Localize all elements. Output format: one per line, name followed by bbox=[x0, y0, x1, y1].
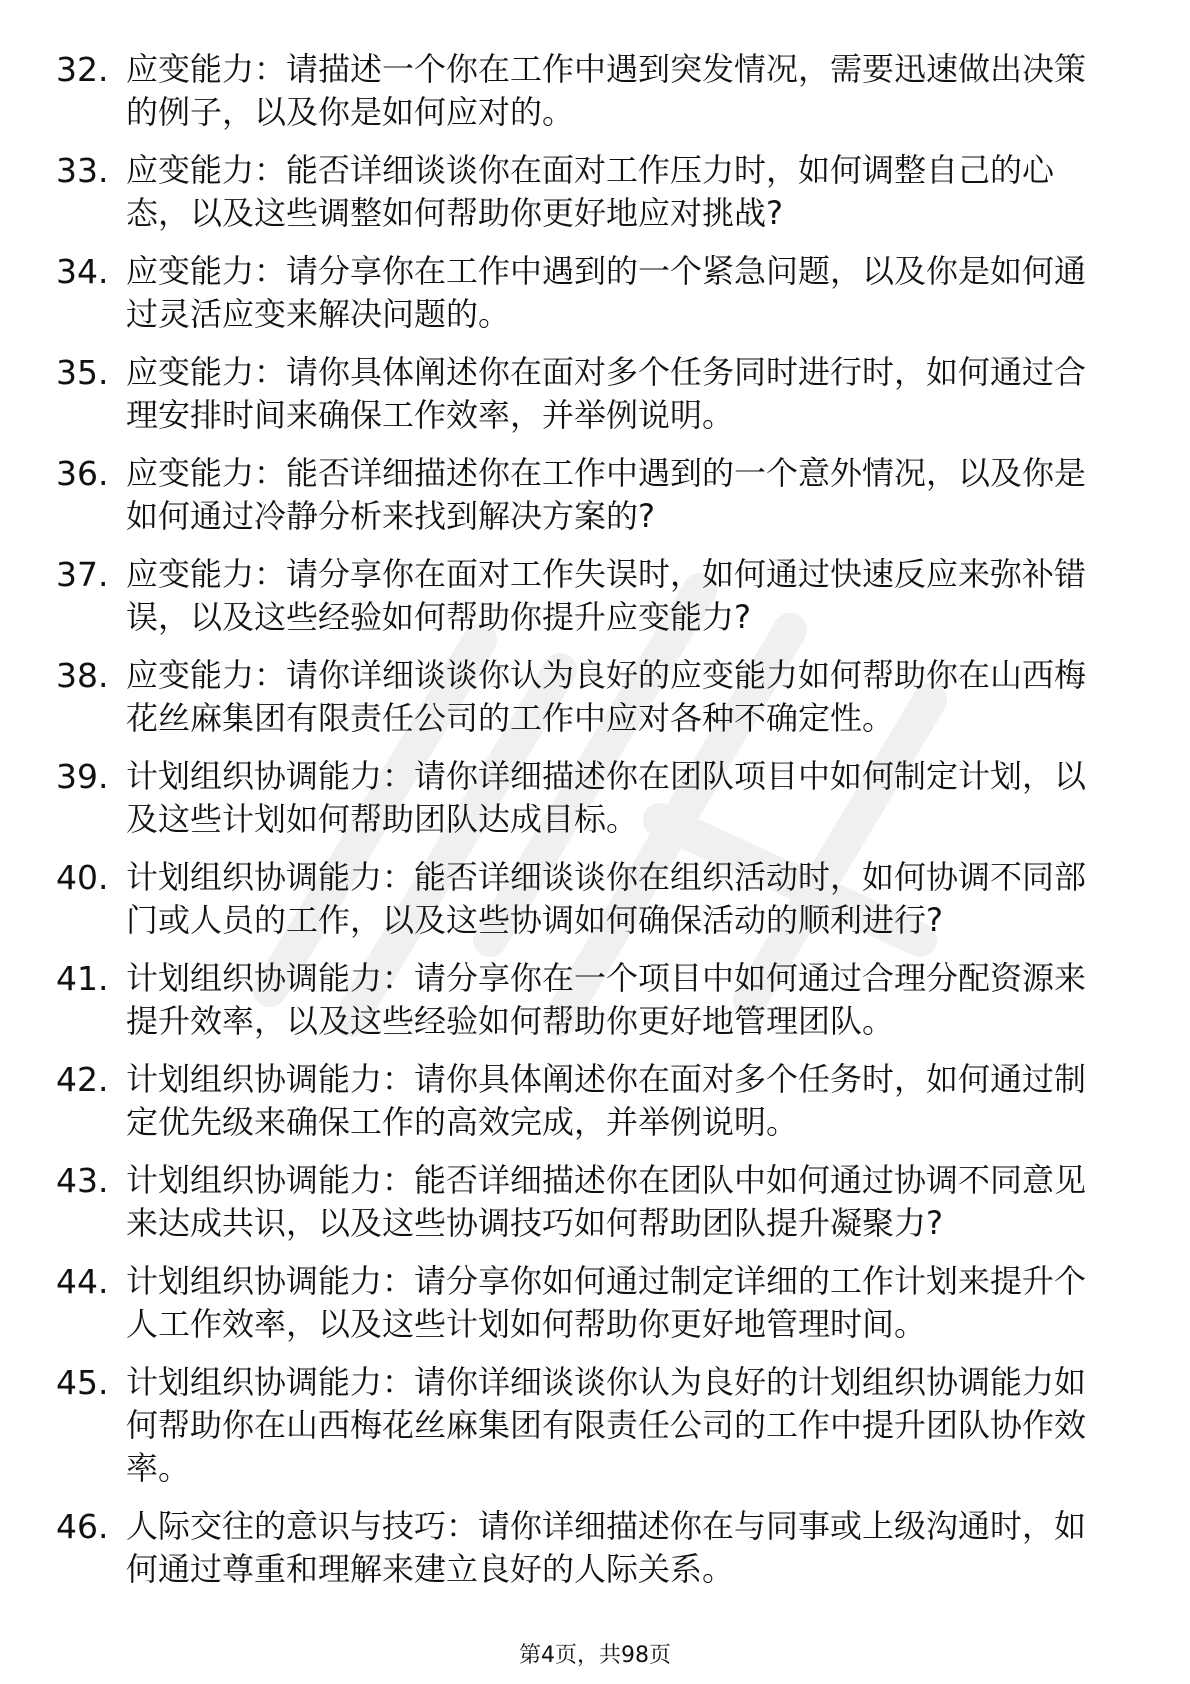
question-text: 应变能力：请分享你在工作中遇到的一个紧急问题，以及你是如何通过灵活应变来解决问题的。 bbox=[126, 252, 1087, 333]
question-number: 43. bbox=[56, 1161, 109, 1200]
list-item bbox=[56, 351, 1116, 437]
question-number: 36. bbox=[56, 454, 109, 493]
question-number: 41. bbox=[56, 959, 109, 998]
question-text: 应变能力：能否详细描述你在工作中遇到的一个意外情况，以及你是如何通过冷静分析来找到解决方案的? bbox=[126, 454, 1087, 535]
question-text: 计划组织协调能力：请你具体阐述你在面对多个任务时，如何通过制定优先级来确保工作的高效完成，并举例说明。 bbox=[126, 1060, 1087, 1141]
question-text: 应变能力：请你详细谈谈你认为良好的应变能力如何帮助你在山西梅花丝麻集团有限责任公司的工作中应对各种不确定性。 bbox=[126, 656, 1087, 737]
question-number: 42. bbox=[56, 1060, 109, 1099]
question-list bbox=[56, 48, 1116, 1606]
list-item bbox=[56, 1159, 1116, 1245]
question-text: 计划组织协调能力：能否详细谈谈你在组织活动时，如何协调不同部门或人员的工作，以及这些协调如何确保活动的顺利进行? bbox=[126, 858, 1087, 939]
question-text: 应变能力：请描述一个你在工作中遇到突发情况，需要迅速做出决策的例子，以及你是如何应对的。 bbox=[126, 50, 1087, 131]
list-item bbox=[56, 1058, 1116, 1144]
list-item bbox=[56, 149, 1116, 235]
question-number: 38. bbox=[56, 656, 109, 695]
question-text: 应变能力：请你具体阐述你在面对多个任务同时进行时，如何通过合理安排时间来确保工作效率，并举例说明。 bbox=[126, 353, 1087, 434]
question-text: 人际交往的意识与技巧：请你详细描述你在与同事或上级沟通时，如何通过尊重和理解来建立良好的人际关系。 bbox=[126, 1507, 1087, 1588]
list-item bbox=[56, 452, 1116, 538]
question-text: 计划组织协调能力：请你详细谈谈你认为良好的计划组织协调能力如何帮助你在山西梅花丝麻集团有限责任公司的工作中提升团队协作效率。 bbox=[126, 1363, 1087, 1487]
list-item bbox=[56, 957, 1116, 1043]
list-item bbox=[56, 553, 1116, 639]
question-text: 计划组织协调能力：请分享你在一个项目中如何通过合理分配资源来提升效率，以及这些经验如何帮助你更好地管理团队。 bbox=[126, 959, 1087, 1040]
question-number: 34. bbox=[56, 252, 109, 291]
question-number: 39. bbox=[56, 757, 109, 796]
question-text: 应变能力：能否详细谈谈你在面对工作压力时，如何调整自己的心态，以及这些调整如何帮助你更好地应对挑战? bbox=[126, 151, 1055, 232]
question-text: 计划组织协调能力：能否详细描述你在团队中如何通过协调不同意见来达成共识，以及这些协调技巧如何帮助团队提升凝聚力? bbox=[126, 1161, 1087, 1242]
question-number: 32. bbox=[56, 50, 109, 89]
question-number: 37. bbox=[56, 555, 109, 594]
question-number: 33. bbox=[56, 151, 109, 190]
question-number: 35. bbox=[56, 353, 109, 392]
question-text: 应变能力：请分享你在面对工作失误时，如何通过快速反应来弥补错误，以及这些经验如何帮助你提升应变能力? bbox=[126, 555, 1087, 636]
list-item bbox=[56, 1505, 1116, 1591]
question-text: 计划组织协调能力：请你详细描述你在团队项目中如何制定计划，以及这些计划如何帮助团队达成目标。 bbox=[126, 757, 1087, 838]
question-number: 45. bbox=[56, 1363, 109, 1402]
question-text: 计划组织协调能力：请分享你如何通过制定详细的工作计划来提升个人工作效率，以及这些计划如何帮助你更好地管理时间。 bbox=[126, 1262, 1087, 1343]
list-item bbox=[56, 48, 1116, 134]
list-item bbox=[56, 1260, 1116, 1346]
list-item bbox=[56, 1361, 1116, 1490]
list-item bbox=[56, 250, 1116, 336]
question-number: 40. bbox=[56, 858, 109, 897]
list-item bbox=[56, 856, 1116, 942]
page-footer: 第4页，共98页 bbox=[519, 1643, 671, 1668]
list-item bbox=[56, 755, 1116, 841]
list-item bbox=[56, 654, 1116, 740]
question-number: 46. bbox=[56, 1507, 109, 1546]
question-number: 44. bbox=[56, 1262, 109, 1301]
